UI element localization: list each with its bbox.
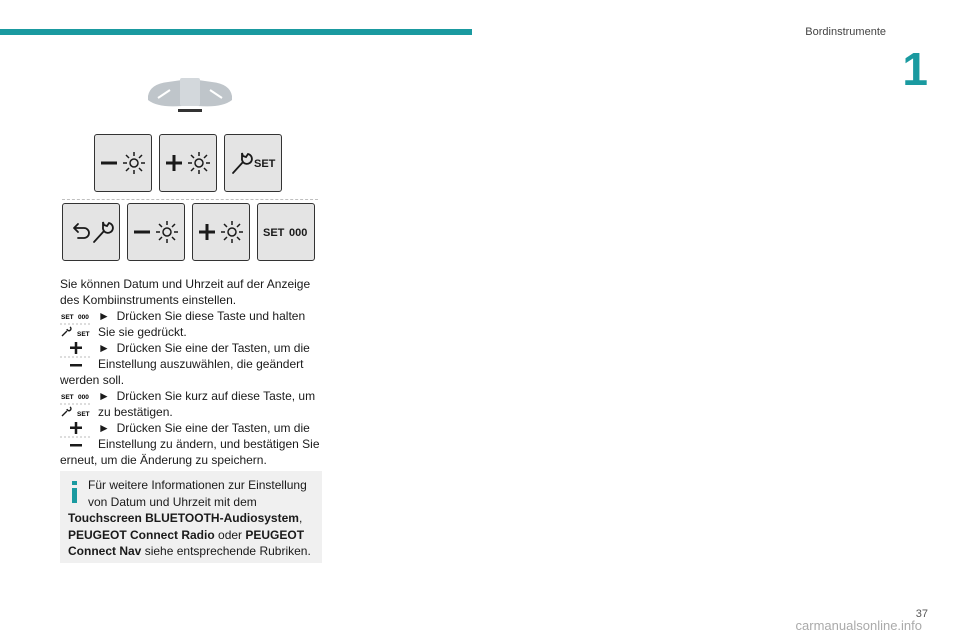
sun-icon [156,221,178,243]
product-name-2: PEUGEOT Connect Radio [68,527,215,542]
svg-text:SET: SET [77,331,90,338]
instruction-step-4 [60,420,322,468]
step-2-text: Drücken Sie eine der Tasten, um die Einstellung auszuwählen, die geändert werden soll. [60,341,310,387]
set-keys-small-icon [60,308,92,340]
step-4-text: Drücken Sie eine der Tasten, um die Einstellung zu ändern, und bestätigen Sie erneut, um die Änderung zu speichern. [60,421,320,467]
set-label: SET [263,227,285,239]
bullet: ► [98,309,110,323]
instrument-cluster-icon [144,76,236,114]
svg-text:000: 000 [78,394,89,401]
wrench-icon [94,222,113,242]
product-name-1: Touchscreen BLUETOOTH-Audiosystem [68,511,299,525]
set-keys-small-icon [60,388,92,420]
chapter-number: 1 [902,43,928,95]
watermark: carmanualsonline.info [795,618,922,633]
intro-paragraph: Sie können Datum und Uhrzeit auf der Anzeige des Kombiinstruments einstellen. [60,277,311,307]
svg-text:SET: SET [61,314,74,321]
divider [62,199,318,200]
page-number: 37 [915,608,928,620]
zero-label: 000 [289,227,308,239]
header-accent-bar [0,29,472,35]
info-icon [70,481,80,503]
product-name-3: PEUGEOT Connect Nav [68,527,305,558]
set-label: SET [254,158,276,170]
key-brightness-plus-2 [192,203,250,261]
plus-minus-small-icon [60,340,92,372]
key-wrench-set [224,134,282,192]
key-set-000 [257,203,315,261]
sun-icon [221,221,243,243]
instruction-step-1 [60,308,322,340]
svg-text:SET: SET [61,394,74,401]
key-brightness-minus [94,134,152,192]
step-1-text: Drücken Sie diese Taste und halten Sie sie gedrückt. [98,309,306,339]
info-box: Für weitere Informationen zur Einstellung von Datum und Uhrzeit mit dem Touchscreen BLUETOOTH-Audiosystem, PEUGEOT Connect Radio oder PEUGEOT Connect Nav siehe entsprechende Rubriken. [60,471,322,563]
body-text [60,276,322,468]
bullet: ► [98,389,110,403]
svg-text:SET: SET [77,411,90,418]
key-brightness-plus [159,134,217,192]
back-arrow-icon [74,224,89,238]
instruction-step-2 [60,340,322,388]
sun-icon [123,152,145,174]
svg-text:000: 000 [78,314,89,321]
plus-minus-small-icon [60,420,92,452]
bullet: ► [98,341,110,355]
key-back-wrench [62,203,120,261]
sun-icon [188,152,210,174]
key-brightness-minus-2 [127,203,185,261]
section-title: Bordinstrumente [805,26,886,38]
step-3-text: Drücken Sie kurz auf diese Taste, um zu bestätigen. [98,389,316,419]
bullet: ► [98,421,110,435]
wrench-icon [233,153,252,173]
instruction-step-3 [60,388,322,420]
